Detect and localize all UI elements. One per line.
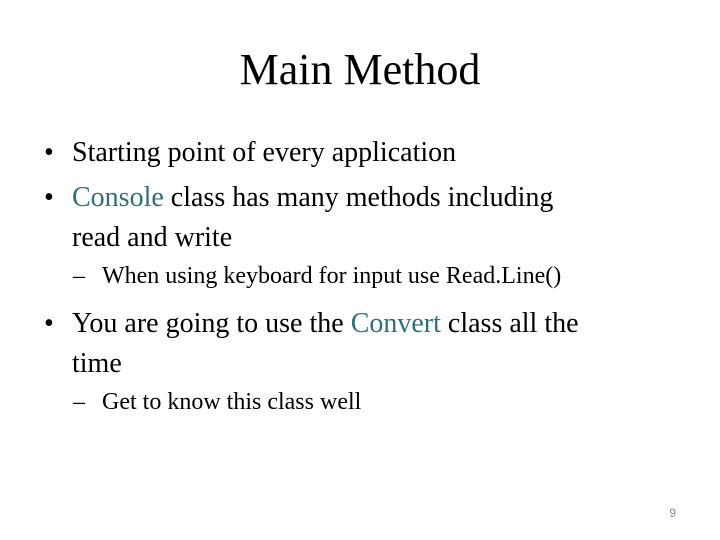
console-keyword: Console: [72, 182, 164, 213]
convert-keyword: Convert: [350, 308, 441, 339]
bullet-symbol: •: [44, 308, 54, 339]
bullet-symbol: •: [44, 137, 54, 168]
bullet-2-line-1-rest: class has many methods including: [163, 182, 554, 213]
sub-bullet-symbol: –: [73, 389, 85, 415]
sub-bullet-symbol: –: [73, 263, 85, 289]
sub-bullet-2-text: Get to know this class well: [102, 389, 362, 415]
bullet-3-text: [72, 304, 579, 384]
bullet-2-line-2: read and write: [72, 222, 233, 253]
bullet-3-post: class all the: [440, 308, 579, 339]
bullet-symbol: •: [44, 182, 54, 213]
sub-bullet-1-text: When using keyboard for input use Read.Line(): [102, 263, 562, 289]
bullet-3-line-1: [72, 304, 579, 344]
bullet-2-text: [72, 178, 553, 258]
bullet-1-text: [72, 133, 456, 173]
bullet-1-line-1: Starting point of every application: [72, 137, 457, 168]
slide-title: Main Method: [239, 45, 481, 94]
bullet-2-line-1: [72, 178, 553, 218]
bullet-3-line-2: time: [72, 348, 122, 379]
page-number: 9: [669, 506, 676, 520]
bullet-3-pre: You are going to use the: [72, 308, 351, 339]
